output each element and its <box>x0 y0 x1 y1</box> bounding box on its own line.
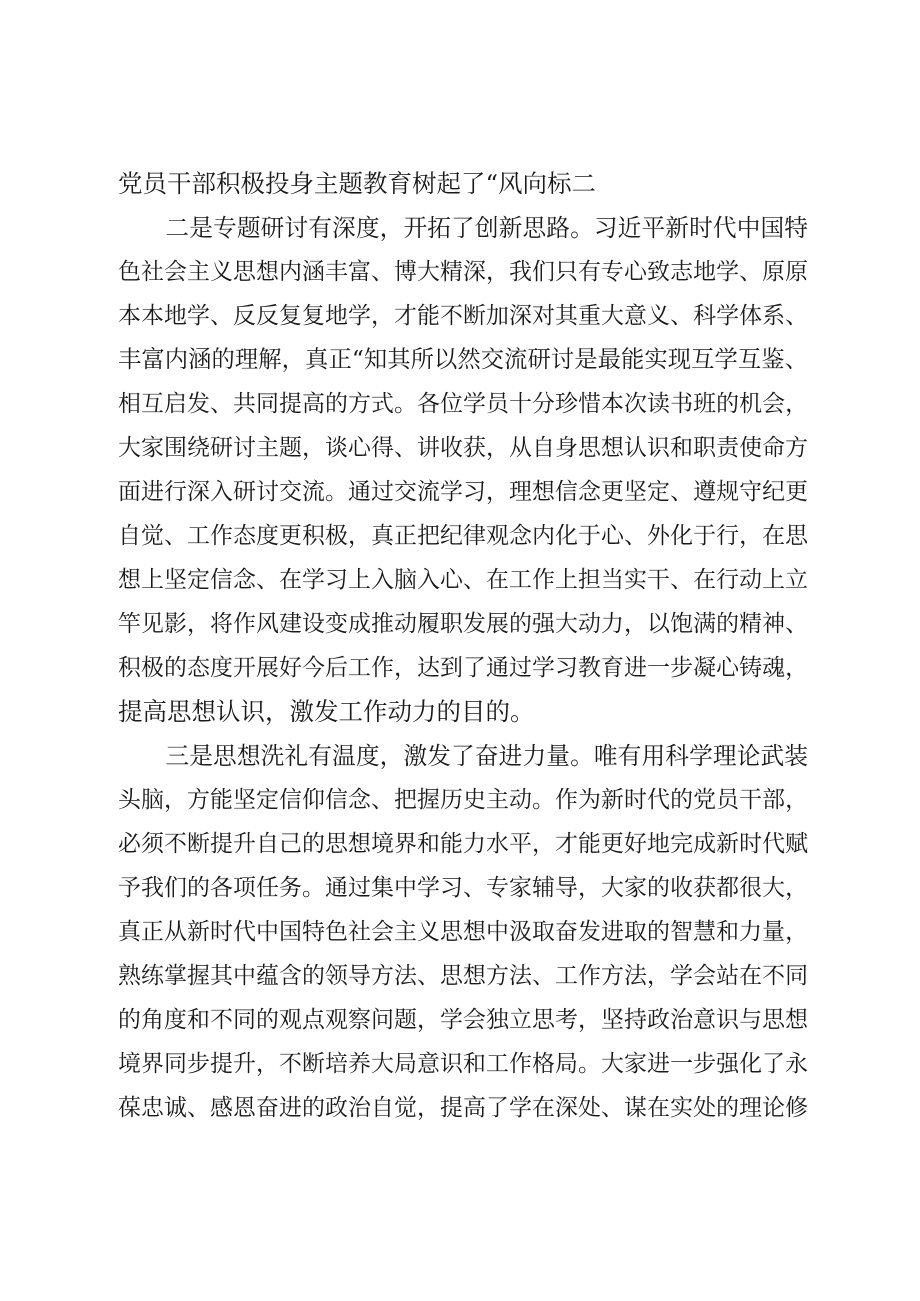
text-line: 必须不断提升自己的思想境界和能力水平，才能更好地完成新时代赋 <box>118 831 808 857</box>
text-line: 的角度和不同的观点观察问题，学会独立思考，坚持政治意识与思想 <box>118 1007 808 1033</box>
text-line: 提高思想认识，激发工作动力的目的。 <box>118 697 535 726</box>
text-line: 三是思想洗礼有温度，激发了奋进力量。唯有用科学理论武装 <box>165 742 808 770</box>
text-line: 自觉、工作态度更积极，真正把纪律观念内化于心、外化于行，在思 <box>118 523 808 549</box>
text-line: 境界同步提升，不断培养大局意识和工作格局。大家进一步强化了永 <box>118 1051 808 1077</box>
text-line: 竿见影，将作风建设变成推动履职发展的强大动力，以饱满的精神、 <box>118 611 808 637</box>
paragraph-seminar-depth <box>118 206 808 734</box>
text-line: 熟练掌握其中蕴含的领导方法、思想方法、工作方法，学会站在不同 <box>118 963 808 989</box>
text-line: 相互启发、共同提高的方式。各位学员十分珍惜本次读书班的机会， <box>118 391 808 417</box>
text-line: 丰富内涵的理解，真正“知其所以然交流研讨是最能实现互学互鉴、 <box>118 346 808 373</box>
paragraph-ideological-warmth <box>118 734 808 1130</box>
text-line: 头脑，方能坚定信仰信念、把握历史主动。作为新时代的党员干部， <box>118 787 808 813</box>
text-line: 色社会主义思想内涵丰富、博大精深，我们只有专心致志地学、原原 <box>118 259 808 285</box>
text-line: 真正从新时代中国特色社会主义思想中汲取奋发进取的智慧和力量， <box>118 919 808 945</box>
document-body <box>118 162 808 1130</box>
text-line: 想上坚定信念、在学习上入脑入心、在工作上担当实干、在行动上立 <box>118 567 808 593</box>
text-line: 本本地学、反反复复地学，才能不断加深对其重大意义、科学体系、 <box>118 303 808 329</box>
text-line: 予我们的各项任务。通过集中学习、专家辅导，大家的收获都很大， <box>118 875 808 901</box>
text-line: 大家围绕研讨主题，谈心得、讲收获，从自身思想认识和职责使命方 <box>118 435 808 461</box>
paragraph-continuation <box>118 162 808 206</box>
text-line: 党员干部积极投身主题教育树起了“风向标二 <box>118 169 597 198</box>
text-line: 葆忠诚、感恩奋进的政治自觉，提高了学在深处、谋在实处的理论修 <box>118 1095 808 1121</box>
text-line: 面进行深入研讨交流。通过交流学习，理想信念更坚定、遵规守纪更 <box>118 479 808 505</box>
text-line: 二是专题研讨有深度，开拓了创新思路。习近平新时代中国特 <box>165 214 808 242</box>
text-line: 积极的态度开展好今后工作，达到了通过学习教育进一步凝心铸魂， <box>118 655 808 681</box>
